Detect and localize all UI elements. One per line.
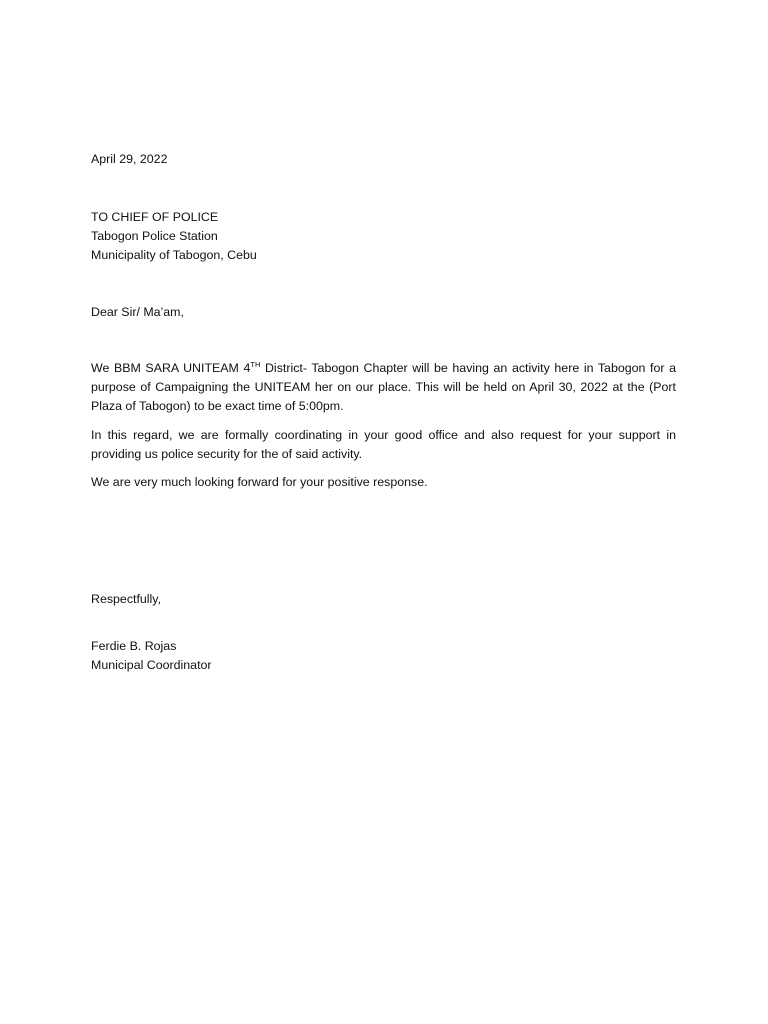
body-paragraph-2: In this regard, we are formally coordinating in your good office and also request for your support in providing us police security for the of said activity. (91, 428, 676, 461)
signatory-title: Municipal Coordinator (91, 658, 212, 672)
body-paragraph-3: We are very much looking forward for your positive response. (91, 475, 428, 489)
recipient-line-3: Municipality of Tabogon, Cebu (91, 248, 257, 262)
recipient-line-2: Tabogon Police Station (91, 229, 218, 243)
body-paragraph-1 (91, 359, 676, 416)
body-paragraph-1-rest: District- Tabogon Chapter will be having an activity here in Tabogon for a purpose of Campaigning the UNITEAM her on our place. This will be held on April 30, 2022 at the (Port Plaza of Tabogon) to be exact time of 5:00pm. (91, 361, 676, 413)
closing: Respectfully, (91, 592, 162, 606)
recipient-line-1: TO CHIEF OF POLICE (91, 210, 219, 224)
body-paragraph-1-start: We BBM SARA UNITEAM 4 (91, 361, 251, 375)
signatory-name: Ferdie B. Rojas (91, 639, 177, 653)
salutation: Dear Sir/ Ma’am, (91, 305, 184, 319)
letter-date: April 29, 2022 (91, 152, 168, 166)
ordinal-superscript: TH (250, 360, 261, 369)
